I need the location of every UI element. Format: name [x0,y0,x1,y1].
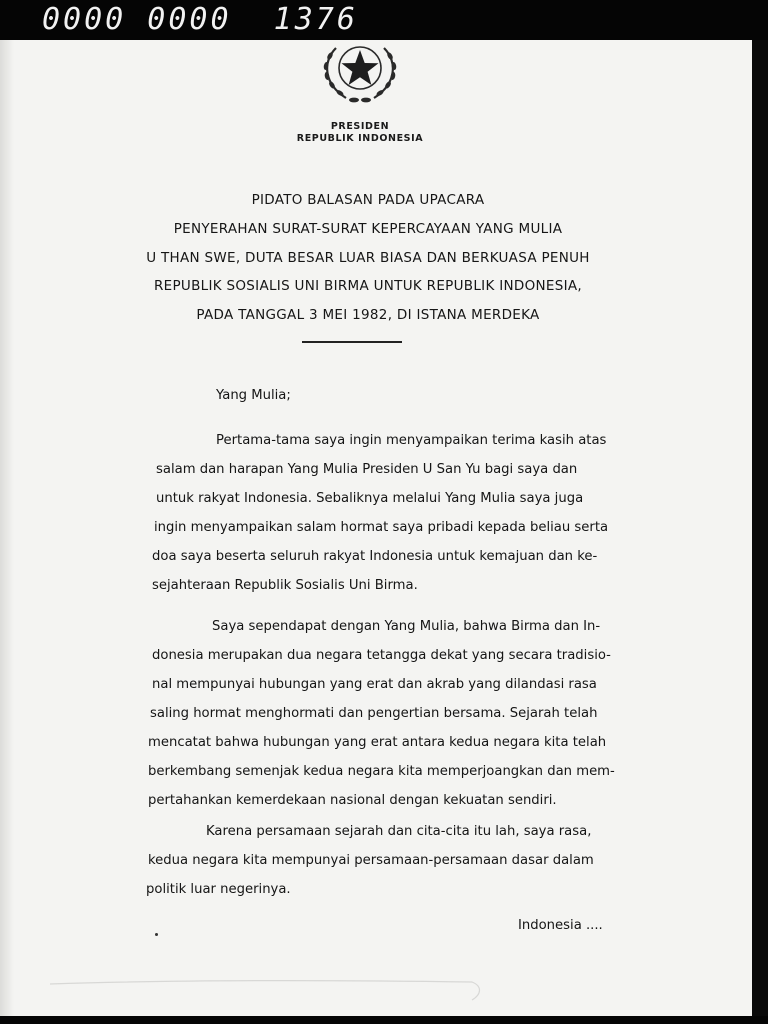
paragraph-line: mencatat bahwa hubungan yang erat antara kedua negara kita telah [148,735,607,750]
paragraph-line: Saya sependapat dengan Yang Mulia, bahwa Birma dan In- [212,619,601,634]
paragraph-line: doa saya beserta seluruh rakyat Indonesia untuk kemajuan dan ke- [152,549,598,564]
paragraph-line: Pertama-tama saya ingin menyampaikan terima kasih atas [216,433,607,448]
scan-artifact [10,972,490,1002]
salutation: Yang Mulia; [216,388,291,403]
paragraph-line: ingin menyampaikan salam hormat saya pribadi kepada beliau serta [154,520,609,535]
paragraph-line: Karena persamaan sejarah dan cita-cita itu lah, saya rasa, [206,824,592,839]
paragraph-line: sejahteraan Republik Sosialis Uni Birma. [152,578,418,593]
document-page: PRESIDEN REPUBLIK INDONESIA PIDATO BALASAN PADA UPACARA PENYERAHAN SURAT-SURAT KEPERCAYAAN YANG MULIA U THAN SWE, DUTA BESAR LUAR BIASA DAN BERKUASA PENUH REPUBLIK SOSIALIS UNI BIRMA UNTUK REPUBLIK INDONESIA, PADA TANGGAL 3 MEI 1982, DI ISTANA MERDEKA Yang Mulia; Pertama-tama saya ingin menyampaikan terima kasih atas salam dan harapan Yang Mulia Presiden U San Yu bagi saya dan untuk rakyat Indonesia. Sebaliknya melalui Yang Mulia saya juga ingin menyampaikan salam hormat saya pribadi kepada beliau serta doa saya beserta seluruh rakyat Indonesia untuk kemajuan dan ke- sejahteraan Republik Sosialis Uni Birma. Saya sependapat dengan Yang Mulia, bahwa Birma dan In- donesia merupakan dua negara tetangga dekat yang secara tradisio- nal mempunyai hubungan yang erat dan akrab yang dilandasi rasa saling hormat menghormati dan pengertian bersama. Sejarah telah mencatat bahwa hubungan yang erat antara kedua negara kita telah berkembang semenjak kedua negara kita memperjoangkan dan mem- pertahankan kemerdekaan nasional dengan kekuatan sendiri. Karena persamaan sejarah dan cita-cita itu lah, saya rasa, kedua negara kita mempunyai persamaan-persamaan dasar dalam politik luar negerinya. Indonesia .... [0,40,752,1016]
film-strip-header [0,0,768,40]
title-line: PIDATO BALASAN PADA UPACARA [251,192,485,208]
film-right-edge [752,40,768,1016]
title-line: REPUBLIK SOSIALIS UNI BIRMA UNTUK REPUBLIK INDONESIA, [153,278,583,295]
presidential-emblem-star-wreath-icon [316,40,404,106]
paragraph-3 [148,817,624,904]
stray-dot-mark [155,933,158,936]
paragraph-2 [148,612,624,815]
speech-title [140,186,596,330]
frame-code: 0000 0000 1376 [42,2,358,37]
title-line: U THAN SWE, DUTA BESAR LUAR BIASA DAN BERKUASA PENUH [146,249,590,266]
paragraph-line: politik luar negerinya. [146,882,291,897]
page-shadow [0,40,14,1016]
film-bottom-edge [0,1016,768,1024]
paragraph-line: kedua negara kita mempunyai persamaan-persamaan dasar dalam [148,853,594,868]
title-divider [302,341,402,343]
paragraph-line: pertahankan kemerdekaan nasional dengan kekuatan sendiri. [148,793,557,808]
paragraph-1 [148,426,624,600]
paragraph-line: salam dan harapan Yang Mulia Presiden U San Yu bagi saya dan [156,462,578,477]
paragraph-line: nal mempunyai hubungan yang erat dan akrab yang dilandasi rasa [152,677,597,692]
title-line: PADA TANGGAL 3 MEI 1982, DI ISTANA MERDEKA [196,307,540,324]
paragraph-line: saling hormat menghormati dan pengertian bersama. Sejarah telah [150,706,598,721]
title-line: PENYERAHAN SURAT-SURAT KEPERCAYAAN YANG MULIA [173,220,563,237]
catchword: Indonesia .... [518,918,603,933]
paragraph-line: donesia merupakan dua negara tetangga dekat yang secara tradisio- [152,648,611,663]
paragraph-line: untuk rakyat Indonesia. Sebaliknya melalui Yang Mulia saya juga [156,491,584,506]
paragraph-line: berkembang semenjak kedua negara kita memperjoangkan dan mem- [148,764,615,779]
